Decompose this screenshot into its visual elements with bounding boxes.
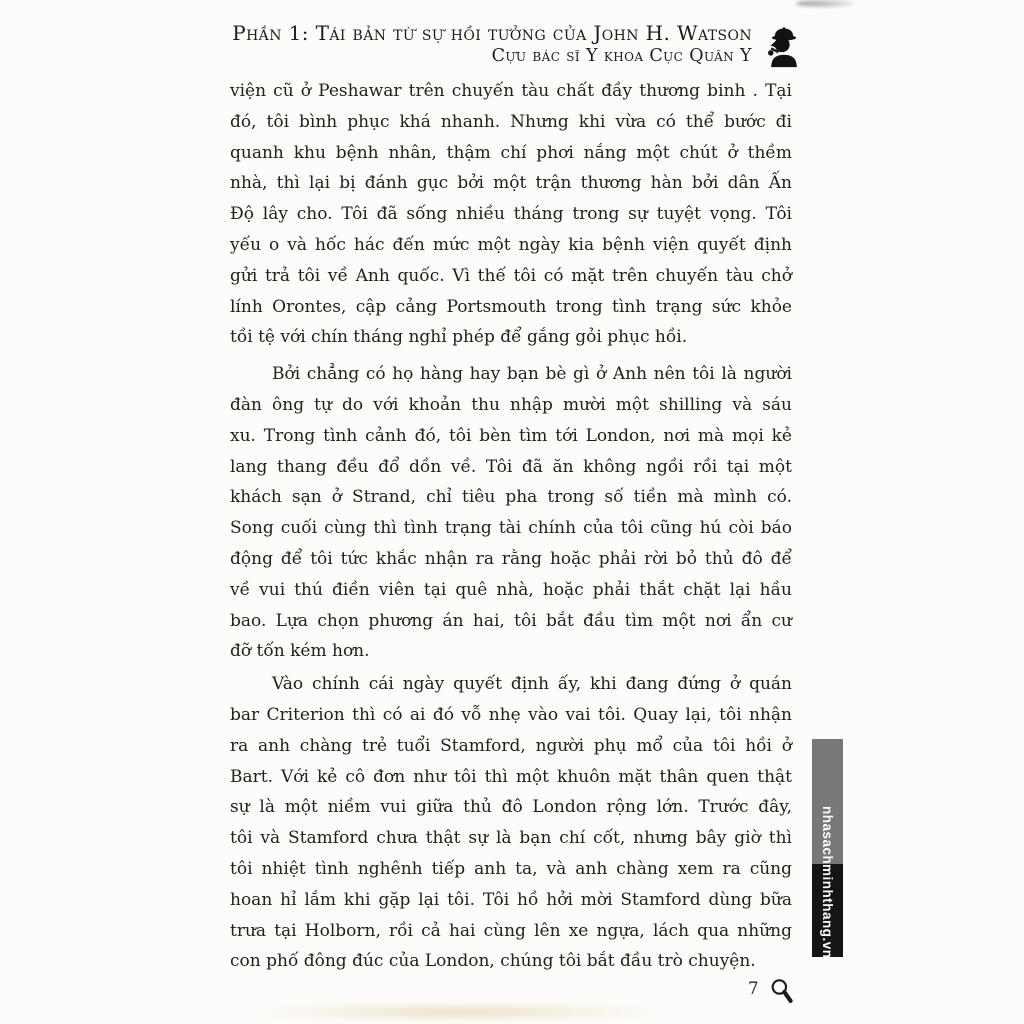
text-line: động để tôi tức khắc nhận ra rằng hoặc phải rời bỏ thủ đô để [230,548,792,569]
text-line: Độ lây cho. Tôi đã sống nhiều tháng trong sự tuyệt vọng. Tôi [230,204,792,225]
text-line: Bart. Với kẻ cô đơn như tôi thì một khuôn mặt thân quen thật [230,766,792,787]
text-line: bar Criterion thì có ai đó vỗ nhẹ vào vai tôi. Quay lại, tôi nhận [230,704,792,725]
magnifier-icon [769,977,796,1006]
bookstore-watermark-banner [812,739,843,957]
text-line: đỡ tốn kém hơn. [230,641,370,662]
watermark-text-top: nhasach [820,805,835,864]
text-line: Song cuối cùng thì tình trạng tài chính của tôi cũng hú còi báo [230,518,792,539]
paragraph [230,669,792,977]
paragraph [230,359,792,667]
text-line: gửi trả tôi về Anh quốc. Vì thế tôi có mặt trên chuyến tàu chở [230,265,792,286]
sherlock-silhouette-icon [762,24,806,68]
text-line: tôi nhiệt tình nghênh tiếp anh ta, và anh chàng xem ra cũng [230,858,792,879]
photo-smudge [796,0,854,7]
text-line: xu. Trong tình cảnh đó, tôi bèn tìm tới London, nơi mà mọi kẻ [230,425,792,446]
text-line: tôi và Stamford chưa thật sự là bạn chí cốt, nhưng bây giờ thì [230,828,792,849]
text-line: đó, tôi bình phục khá nhanh. Nhưng khi vừa có thể bước đi [230,111,792,132]
text-line: lính Orontes, cập cảng Portsmouth trong tình trạng sức khỏe [230,296,792,317]
text-line: trưa tại Holborn, rồi cả hai cùng lên xe ngựa, lách qua những [230,920,792,941]
text-line: con phố đông đúc của London, chúng tôi bắt đầu trò chuyện. [230,951,756,972]
text-line: khách sạn ở Strand, chỉ tiêu pha trong số tiền mà mình có. [230,487,792,508]
text-line: nhà, thì lại bị đánh gục bởi một trận thương hàn bởi dân Ấn [230,173,792,194]
body-text [230,76,792,977]
text-line: sự là một niềm vui giữa thủ đô London rộng lớn. Trước đây, [230,797,792,818]
text-line: đàn ông tự do với khoản thu nhập mười một shilling và sáu [230,394,792,415]
text-line: tồi tệ với chín tháng nghỉ phép để gắng gỏi phục hồi. [230,327,688,348]
page-number: 7 [748,979,759,998]
text-line: hoan hỉ lắm khi gặp lại tôi. Tôi hồ hởi mời Stamford dùng bữa [230,889,792,910]
page-header [230,20,752,67]
text-line: Bởi chẳng có họ hàng hay bạn bè gì ở Anh nên tôi là người [272,364,792,385]
text-line: ra anh chàng trẻ tuổi Stamford, người phụ mổ của tôi hồi ở [230,735,792,756]
text-line: về vui thú điền viên tại quê nhà, hoặc phải thắt chặt lại hầu [230,579,792,600]
paragraph [230,76,792,353]
header-subtitle: Cựu bác sĩ Y khoa Cục Quân Y [491,46,752,66]
text-line: quanh khu bệnh nhân, thậm chí phơi nắng một chút ở thềm [230,142,792,163]
text-line: Vào chính cái ngày quyết định ấy, khi đang đứng ở quán [272,674,792,695]
text-line: yếu o và hốc hác đến mức một ngày kia bệnh viện quyết định [230,234,792,255]
text-line: lang thang đều đổ dồn về. Tôi đã ăn không ngồi rồi tại một [230,456,792,477]
text-line: viện cũ ở Peshawar trên chuyến tàu chất đầy thương binh . Tại [230,81,792,101]
watermark-text-bottom: minhthang.vn [820,864,835,959]
photo-smudge [248,1002,668,1022]
text-line: bao. Lựa chọn phương án hai, tôi bắt đầu tìm một nơi ẩn cư [230,610,792,631]
header-title: Phần 1: Tái bản từ sự hồi tưởng của John H. Watson [232,21,752,45]
